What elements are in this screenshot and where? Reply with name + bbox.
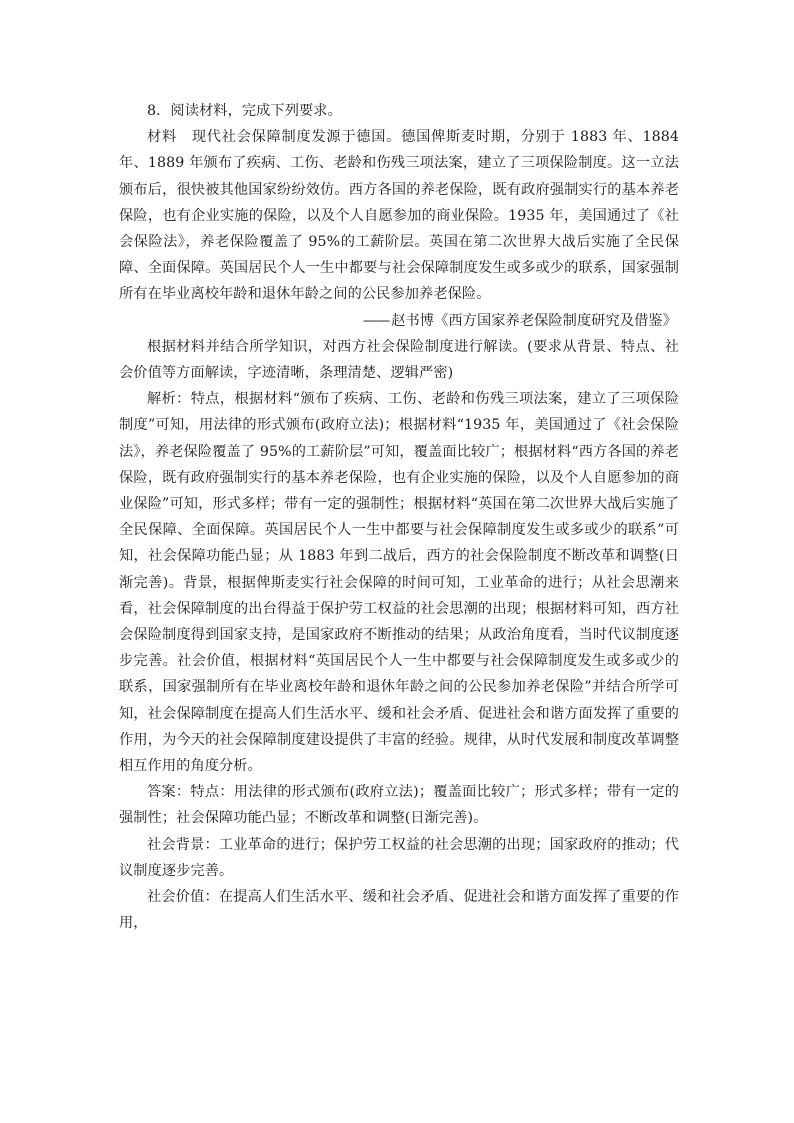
material-text: 现代社会保障制度发源于德国。德国俾斯麦时期，分别于 1883 年、1884 年、1889 年颁布了疾病、工伤、老龄和伤残三项法案，建立了三项保险制度。这一立法颁布后，很快被其他国家纷纷效仿。西方各国的养老保险，既有政府强制实行的基本养老保险，也有企业实施的保险，以及个人自愿参加的商业保险。1935 年，美国通过了《社会保险法》，养老保险覆盖了 95%的工薪阶层。英国在第二次世界大战后实施了全民保障、全面保障。英国居民个人一生中都要与社会保障制度发生或多或少的联系，国家强制所有在毕业离校年龄和退休年龄之间的公民参加养老保险。 [119, 129, 679, 303]
material-source [119, 308, 679, 334]
answer-label: 答案： [147, 784, 191, 801]
material-label: 材料 [147, 129, 177, 146]
analysis-label: 解析： [147, 391, 191, 408]
question-heading [119, 98, 679, 124]
answer-features: 特点：用法律的形式颁布(政府立法)；覆盖面比较广；形式多样；带有一定的强制性；社会保障功能凸显；不断改革和调整(日渐完善)。 [119, 784, 679, 827]
requirement-paragraph: 根据材料并结合所学知识，对西方社会保险制度进行解读。(要求从背景、特点、社会价值等方面解读，字迹清晰，条理清楚、逻辑严密) [119, 338, 679, 382]
answer-value-paragraph: 社会价值：在提高人们生活水平、缓和社会矛盾、促进社会和谐方面发挥了重要的作用， [119, 889, 679, 932]
analysis-text: 特点，根据材料“颁布了疾病、工伤、老龄和伤残三项法案，建立了三项保险制度”可知，用法律的形式颁布(政府立法)；根据材料“1935 年，美国通过了《社会保险法》，养老保险覆盖了 95%的工薪阶层”可知，覆盖面比较广；根据材料“西方各国的养老保险，既有政府强制实行的基本养老保险，也有企业实施的保险，以及个人自愿参加的商业保险”可知，形式多样；带有一定的强制性；根据材料“英国在第二次世界大战后实施了全民保障、全面保障。英国居民个人一生中都要与社会保障制度发生或多或少的联系”可知，社会保障功能凸显；从 1883 年到二战后，西方的社会保险制度不断改革和调整(日渐完善)。背景，根据俾斯麦实行社会保障的时间可知，工业革命的进行；从社会思潮来看，社会保障制度的出台得益于保护劳工权益的社会思潮的出现；根据材料可知，西方社会保险制度得到国家支持，是国家政府不断推动的结果；从政治角度看，当时代议制度逐步完善。社会价值，根据材料“英国居民个人一生中都要与社会保障制度发生或多或少的联系，国家强制所有在毕业离校年龄和退休年龄之间的公民参加养老保险”并结合所学可知，社会保障制度在提高人们生活水平、缓和社会矛盾、促进社会和谐方面发挥了重要的作用，为今天的社会保障制度建设提供了丰富的经验。规律，从时代发展和制度改革调整相互作用的角度分析。 [119, 391, 680, 775]
question-instruction: 阅读材料，完成下列要求。 [170, 103, 342, 119]
document-body [119, 98, 679, 937]
analysis-paragraph [119, 386, 679, 779]
source-text: 赵书博《西方国家养老保险制度研究及借鉴》 [391, 312, 677, 329]
answer-background-paragraph: 社会背景：工业革命的进行；保护劳工权益的社会思潮的出现；国家政府的推动；代议制度逐步完善。 [119, 836, 679, 879]
material-paragraph [119, 124, 679, 307]
question-number: 8． [147, 103, 171, 119]
source-dash: —— [362, 312, 390, 329]
answer-features-paragraph [119, 779, 679, 831]
